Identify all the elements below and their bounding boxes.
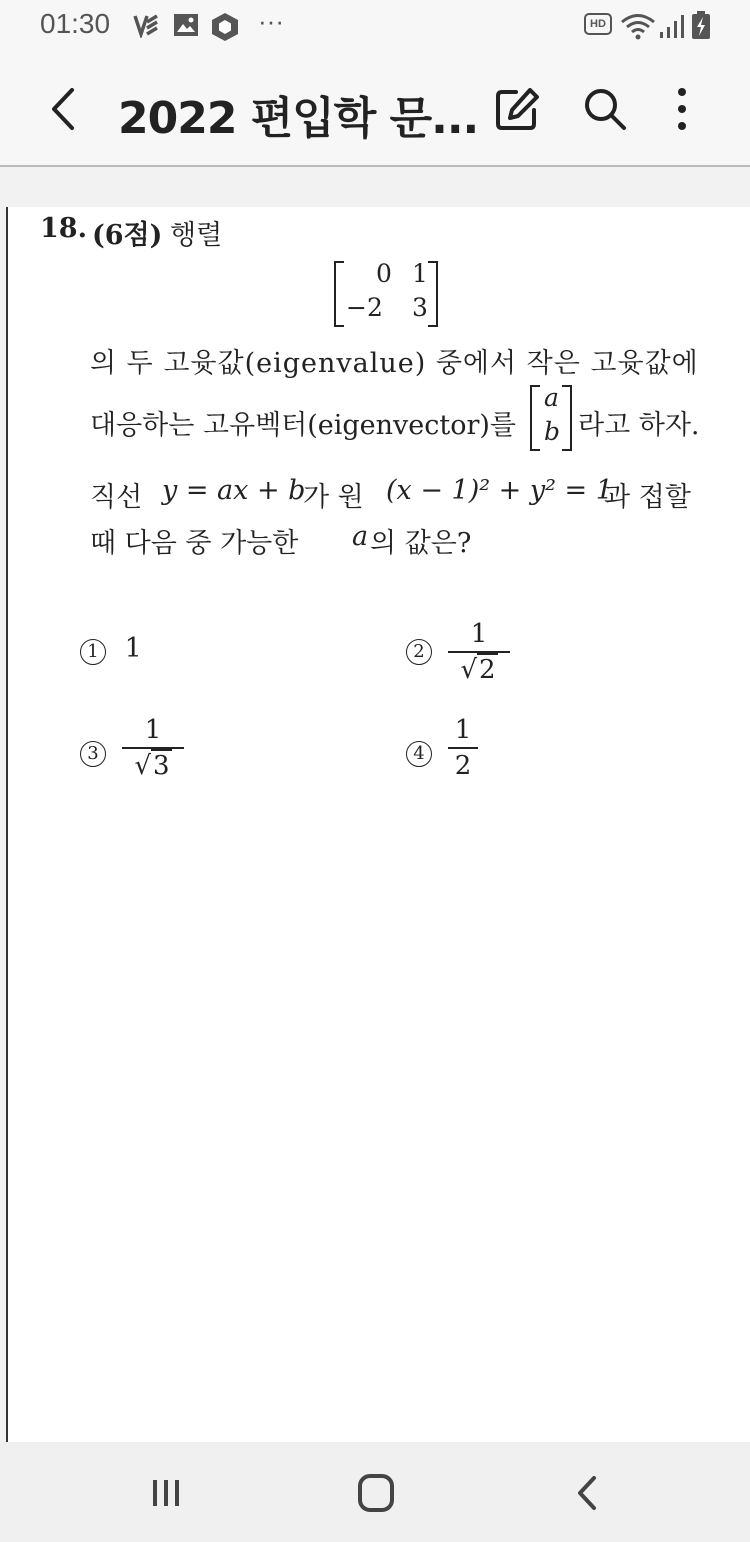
vector-cell: a xyxy=(544,383,559,412)
fraction-numerator: 1 xyxy=(470,619,488,649)
fraction-choice-2 xyxy=(448,619,510,685)
signal-icon xyxy=(658,12,686,40)
choice-3 xyxy=(80,735,106,767)
question-line-3-pre: 직선 xyxy=(90,482,143,513)
circle-equation: (x − 1)² + y² = 1 xyxy=(386,475,613,506)
battery-charging-icon xyxy=(690,10,712,40)
matrix-cell: 3 xyxy=(412,293,428,322)
question-line-4-pre: 때 다음 중 가능한 xyxy=(90,528,299,559)
hd-badge: HD xyxy=(584,13,612,35)
choice-marker: 3 xyxy=(80,741,106,767)
question-line-2-pre: 대응하는 고유벡터(eigenvector)를 xyxy=(90,410,517,441)
choice-value: 1 xyxy=(124,633,142,664)
fraction-bar xyxy=(448,747,478,749)
choice-marker: 4 xyxy=(406,741,432,767)
document-title: 2022 편입학 문... xyxy=(118,93,479,144)
more-notifications-icon: ··· xyxy=(258,6,284,36)
app-bar xyxy=(0,52,750,165)
fraction-denominator: √2 xyxy=(460,655,496,685)
navigation-bar xyxy=(0,1442,750,1542)
matrix-left-bracket xyxy=(334,261,344,327)
more-vert-icon[interactable] xyxy=(655,82,709,136)
question-line-2-post: 라고 하자. xyxy=(578,410,700,441)
vector-left-bracket xyxy=(530,385,540,451)
fraction-numerator: 1 xyxy=(144,715,162,745)
fraction-denominator: 2 xyxy=(454,751,472,781)
choice-1 xyxy=(80,633,142,665)
recent-apps-icon[interactable] xyxy=(136,1472,196,1514)
matrix-cell: 1 xyxy=(412,259,428,288)
question-number: 18. xyxy=(40,213,87,244)
shield-app-icon xyxy=(210,12,240,42)
choice-4 xyxy=(406,735,432,767)
home-icon[interactable] xyxy=(346,1472,406,1514)
vector-right-bracket xyxy=(562,385,572,451)
v-app-icon xyxy=(132,12,160,38)
choice-marker: 2 xyxy=(406,639,432,665)
status-bar xyxy=(0,0,750,52)
radicand: 3 xyxy=(153,751,170,781)
wifi-icon xyxy=(620,12,656,40)
question-line-3-mid: 가 원 xyxy=(303,482,364,513)
fraction-denominator: √3 xyxy=(134,751,170,781)
vector-cell: b xyxy=(544,417,561,446)
radicand: 2 xyxy=(479,655,496,685)
status-time: 01:30 xyxy=(40,8,111,39)
matrix-cell: 0 xyxy=(376,259,392,288)
fraction-choice-3 xyxy=(122,715,184,781)
vector xyxy=(530,385,572,451)
matrix-cell: −2 xyxy=(346,293,383,322)
variable-a: a xyxy=(352,521,369,552)
choice-2 xyxy=(406,633,432,665)
fraction-numerator: 1 xyxy=(454,715,472,745)
matrix-right-bracket xyxy=(428,261,438,327)
line-equation: y = ax + b xyxy=(162,475,306,506)
nav-back-icon[interactable] xyxy=(556,1472,616,1514)
fraction-choice-4 xyxy=(448,715,478,781)
question-line-4-post: 의 값은? xyxy=(370,528,472,559)
document-page xyxy=(6,207,750,1444)
question-line-1: 의 두 고윳값(eigenvalue) 중에서 작은 고윳값에 xyxy=(90,348,699,379)
document-viewer[interactable] xyxy=(0,165,750,1442)
choice-marker: 1 xyxy=(80,639,106,665)
search-icon[interactable] xyxy=(578,82,632,136)
matrix-word: 행렬 xyxy=(170,220,223,251)
question-points: (6점) xyxy=(92,220,163,251)
edit-icon[interactable] xyxy=(490,82,544,136)
back-arrow-icon[interactable] xyxy=(40,82,90,136)
gallery-icon xyxy=(172,12,200,38)
matrix xyxy=(334,261,438,327)
question-line-3-post: 과 접할 xyxy=(604,482,691,513)
